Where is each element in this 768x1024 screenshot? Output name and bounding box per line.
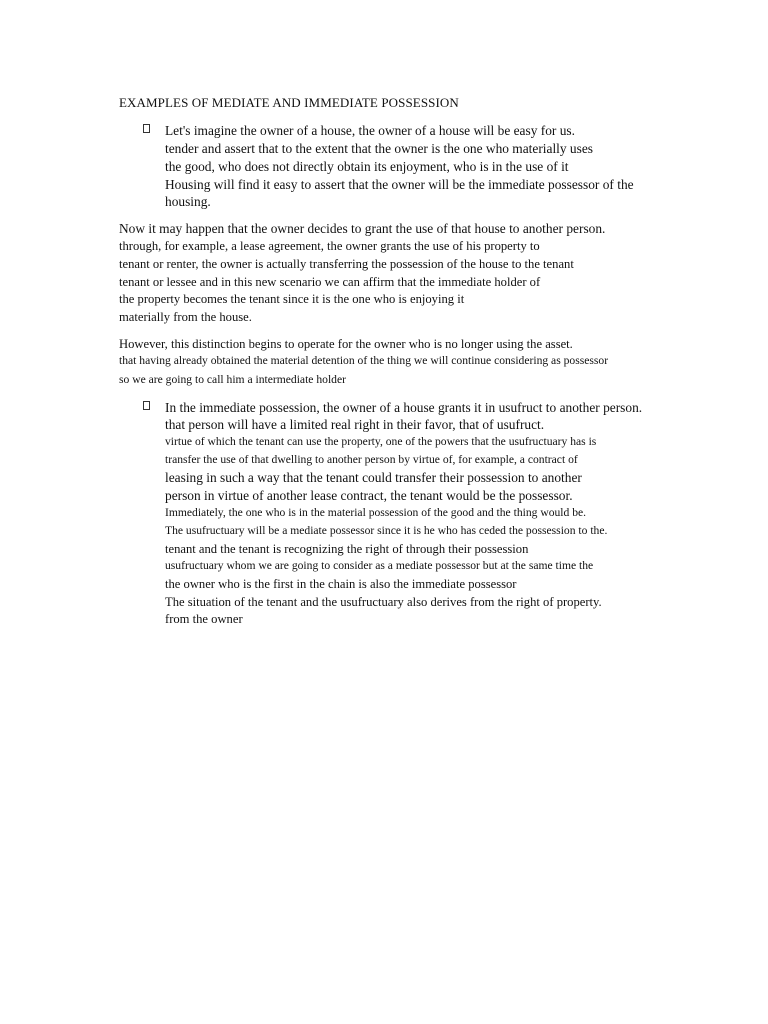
bullet2-line: leasing in such a way that the tenant could transfer their possession to another (165, 470, 582, 485)
paragraph2-line: that having already obtained the material detention of the thing we will continue considering as possessor (119, 354, 609, 367)
bullet2-line: that person will have a limited real right in their favor, that of usufruct. (165, 417, 545, 432)
bullet2-line: In the immediate possession, the owner of a house grants it in usufruct to another person. (165, 400, 643, 415)
bullet2-line: virtue of which the tenant can use the property, one of the powers that the usufructuary has is (165, 435, 597, 448)
bullet2-line: the owner who is the first in the chain is also the immediate possessor (165, 577, 517, 591)
paragraph1-line: materially from the house. (119, 310, 252, 324)
paragraph1-line: tenant or renter, the owner is actually transferring the possession of the house to the tenant (119, 257, 574, 271)
empty-square-bullet-icon (143, 401, 150, 410)
paragraph2-line: so we are going to call him a intermediate holder (119, 373, 346, 386)
bullet2-line: The situation of the tenant and the usufructuary also derives from the right of property. (165, 595, 602, 609)
bullet2-line: usufructuary whom we are going to consider as a mediate possessor but at the same time the (165, 559, 594, 572)
bullet1-line: tender and assert that to the extent that the owner is the one who materially uses (165, 141, 593, 156)
bullet1-line: housing. (165, 194, 211, 209)
bullet2-line: The usufructuary will be a mediate possessor since it is he who has ceded the possession to the. (165, 524, 608, 537)
paragraph1-line: through, for example, a lease agreement, the owner grants the use of his property to (119, 239, 540, 253)
empty-square-bullet-icon (143, 124, 150, 133)
bullet2-line: transfer the use of that dwelling to another person by virtue of, for example, a contract of (165, 453, 578, 466)
bullet2-line: from the owner (165, 612, 243, 626)
paragraph1-line: the property becomes the tenant since it is the one who is enjoying it (119, 292, 465, 306)
document-title: EXAMPLES OF MEDIATE AND IMMEDIATE POSSESSION (119, 95, 459, 110)
paragraph2-line: However, this distinction begins to operate for the owner who is no longer using the asset. (119, 337, 573, 351)
bullet2-line: tenant and the tenant is recognizing the right of through their possession (165, 542, 529, 556)
bullet1-line: Let's imagine the owner of a house, the owner of a house will be easy for us. (165, 123, 575, 138)
bullet1-line: the good, who does not directly obtain its enjoyment, who is in the use of it (165, 159, 569, 174)
bullet1-line: Housing will find it easy to assert that the owner will be the immediate possessor of the (165, 177, 634, 192)
bullet2-line: Immediately, the one who is in the material possession of the good and the thing would be. (165, 506, 587, 519)
bullet2-line: person in virtue of another lease contract, the tenant would be the possessor. (165, 488, 573, 503)
paragraph1-line: tenant or lessee and in this new scenario we can affirm that the immediate holder of (119, 275, 541, 289)
paragraph1-line: Now it may happen that the owner decides to grant the use of that house to another person. (119, 221, 606, 236)
